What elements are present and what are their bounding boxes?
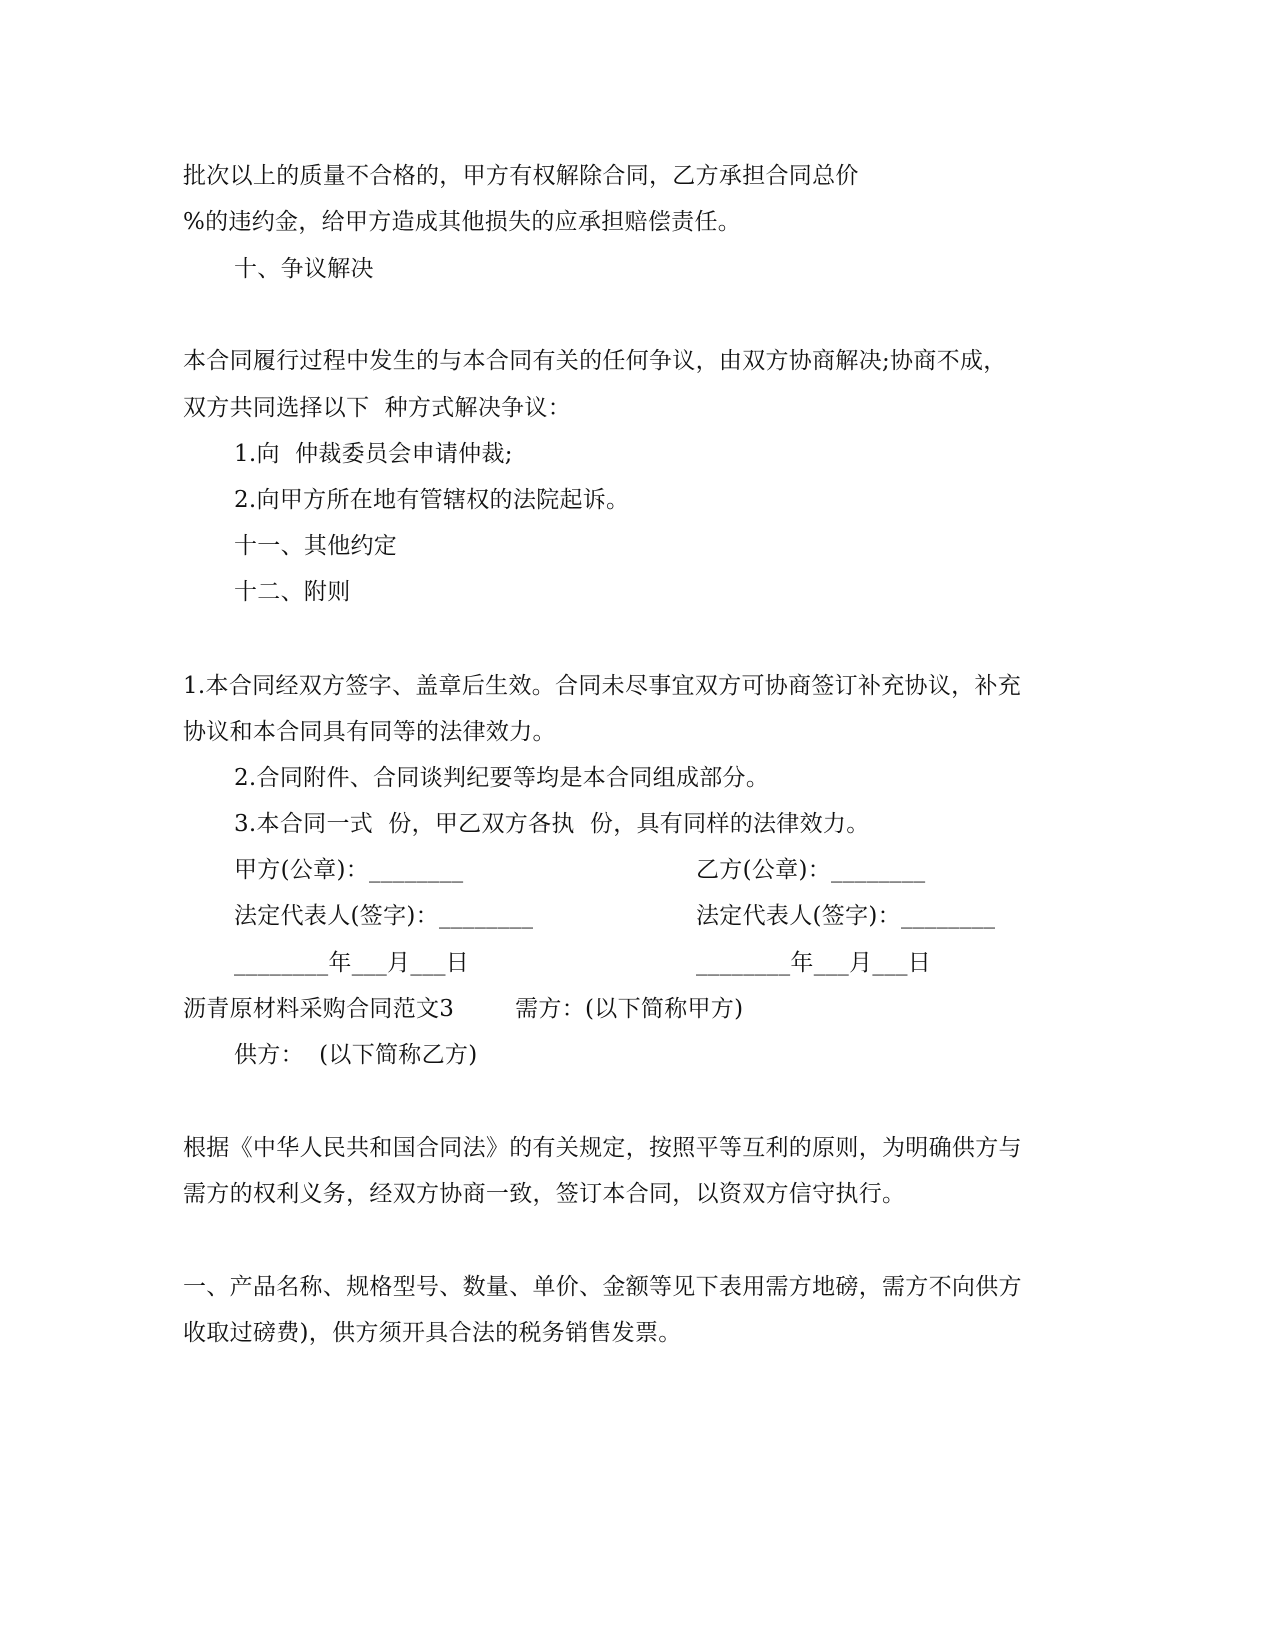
section-heading: 十、争议解决: [234, 256, 374, 282]
signature-party-b-date: ________年___月___日: [696, 950, 932, 976]
paragraph-line: 批次以上的质量不合格的，甲方有权解除合同，乙方承担合同总价: [183, 163, 859, 189]
paragraph-line: 收取过磅费)，供方须开具合法的税务销售发票。: [183, 1320, 682, 1346]
supplier-line: 供方： (以下简称乙方): [234, 1042, 478, 1068]
signature-party-b-seal: 乙方(公章)：________: [696, 857, 926, 883]
paragraph-line: %的违约金，给甲方造成其他损失的应承担赔偿责任。: [183, 209, 742, 235]
list-item: 2.合同附件、合同谈判纪要等均是本合同组成部分。: [234, 765, 770, 791]
paragraph-line: 根据《中华人民共和国合同法》的有关规定，按照平等互利的原则，为明确供方与: [183, 1135, 1022, 1161]
paragraph-line: 双方共同选择以下 种方式解决争议：: [183, 395, 572, 421]
paragraph-line: 本合同履行过程中发生的与本合同有关的任何争议，由双方协商解决;协商不成，: [183, 348, 1007, 374]
paragraph-line: 1.本合同经双方签字、盖章后生效。合同未尽事宜双方可协商签订补充协议，补充: [183, 673, 1022, 699]
section-heading: 十一、其他约定: [234, 533, 398, 559]
signature-party-b-representative: 法定代表人(签字)：________: [696, 903, 996, 929]
list-item: 3.本合同一式 份，甲乙双方各执 份，具有同样的法律效力。: [234, 811, 870, 837]
section-heading: 十二、附则: [234, 579, 351, 605]
paragraph-line: 需方的权利义务，经双方协商一致，签订本合同，以资双方信守执行。: [183, 1181, 906, 1207]
list-item: 1.向 仲裁委员会申请仲裁;: [234, 441, 513, 467]
signature-party-a-seal: 甲方(公章)：________: [234, 857, 464, 883]
signature-party-a-representative: 法定代表人(签字)：________: [234, 903, 534, 929]
paragraph-line: 一、产品名称、规格型号、数量、单价、金额等见下表用需方地磅，需方不向供方: [183, 1274, 1022, 1300]
list-item: 2.向甲方所在地有管辖权的法院起诉。: [234, 487, 630, 513]
contract-title-line: 沥青原材料采购合同范文3 需方：(以下简称甲方): [183, 996, 744, 1022]
signature-party-a-date: ________年___月___日: [234, 950, 470, 976]
paragraph-line: 协议和本合同具有同等的法律效力。: [183, 719, 556, 745]
